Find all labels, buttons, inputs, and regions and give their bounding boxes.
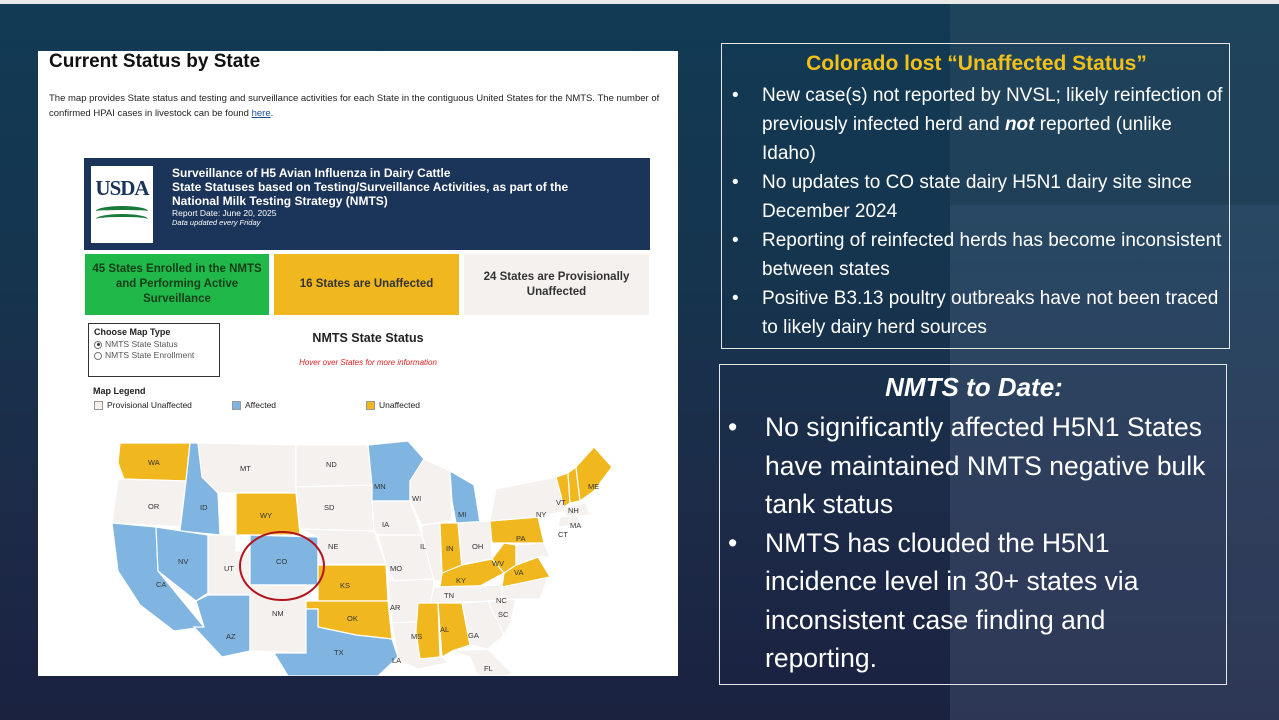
page-title: Current Status by State bbox=[49, 51, 261, 72]
bullet-icon: • bbox=[732, 288, 739, 309]
label-tn: TN bbox=[444, 591, 454, 600]
usda-banner bbox=[84, 158, 650, 250]
legend-affected: Affected bbox=[232, 400, 276, 410]
map-type-heading: Choose Map Type bbox=[94, 327, 171, 337]
label-mi: MI bbox=[458, 510, 467, 519]
state-ks[interactable] bbox=[318, 565, 388, 601]
label-ca: CA bbox=[156, 580, 167, 589]
bullet-item: • NMTS has clouded the H5N1 incidence level in 30+ states via inconsistent case finding and reporting. bbox=[720, 524, 1228, 678]
label-in: IN bbox=[446, 544, 454, 553]
report-date: Report Date: June 20, 2025 bbox=[172, 208, 277, 218]
banner-line2: State Statuses based on Testing/Surveillance Activities, as part of the bbox=[172, 180, 569, 194]
label-sc: SC bbox=[498, 610, 509, 619]
label-id: ID bbox=[200, 503, 208, 512]
label-ar: AR bbox=[390, 603, 401, 612]
legend-provisional: Provisional Unaffected bbox=[94, 400, 192, 410]
state-ms[interactable] bbox=[416, 603, 440, 659]
nmts-screenshot bbox=[38, 51, 678, 676]
stat-provisional: 24 States are Provisionally Unaffected bbox=[464, 254, 649, 315]
label-ms: MS bbox=[411, 632, 423, 641]
label-al: AL bbox=[440, 625, 450, 634]
label-sd: SD bbox=[324, 503, 335, 512]
label-mt: MT bbox=[240, 464, 251, 473]
label-nc: NC bbox=[496, 596, 507, 605]
label-me: ME bbox=[588, 482, 600, 491]
nmts-to-date-box bbox=[719, 364, 1227, 685]
bullet-icon: • bbox=[732, 230, 739, 251]
description-text: The map provides State status and testing and surveillance activities for each State in the contiguous United States for the NMTS. The number of confirmed HPAI cases in livestock can be found bbox=[49, 93, 660, 119]
label-ne: NE bbox=[328, 542, 339, 551]
label-la: LA bbox=[392, 656, 402, 665]
state-fl[interactable] bbox=[452, 649, 512, 676]
colorado-bullets bbox=[722, 81, 1231, 342]
radio-nmts-enrollment[interactable]: NMTS State Enrollment bbox=[94, 350, 214, 361]
bullet-item: • Reporting of reinfected herds has become inconsistent between states bbox=[722, 226, 1231, 284]
colorado-status-title: Colorado lost “Unaffected Status” bbox=[806, 52, 1147, 75]
label-nh: NH bbox=[568, 506, 579, 515]
state-ny[interactable] bbox=[490, 477, 566, 521]
label-ut: UT bbox=[224, 564, 234, 573]
state-sd[interactable] bbox=[296, 485, 374, 531]
label-vt: VT bbox=[556, 498, 566, 507]
label-ia: IA bbox=[382, 520, 390, 529]
bullet-item: • No updates to CO state dairy H5N1 dairy site since December 2024 bbox=[722, 168, 1231, 226]
label-ga: GA bbox=[468, 631, 479, 640]
label-wa: WA bbox=[148, 458, 160, 467]
legend-unaffected: Unaffected bbox=[366, 400, 420, 410]
nmts-to-date-title: NMTS to Date: bbox=[885, 372, 1063, 402]
label-il: IL bbox=[420, 542, 427, 551]
radio-dot-icon bbox=[94, 352, 102, 360]
radio-nmts-status[interactable]: NMTS State Status bbox=[94, 339, 214, 350]
bullet-icon: • bbox=[728, 527, 738, 558]
banner-line1: Surveillance of H5 Avian Influenza in Dairy Cattle bbox=[172, 166, 451, 180]
label-wy: WY bbox=[260, 511, 273, 520]
label-co: CO bbox=[276, 557, 288, 566]
map-title: NMTS State Status bbox=[312, 331, 424, 345]
label-mo: MO bbox=[390, 564, 403, 573]
page-description bbox=[49, 91, 674, 121]
label-fl: FL bbox=[484, 664, 493, 673]
label-ky: KY bbox=[456, 576, 467, 585]
updated-note: Data updated every Friday bbox=[172, 218, 261, 227]
label-or: OR bbox=[148, 502, 160, 511]
legend-title: Map Legend bbox=[93, 386, 146, 396]
label-nv: NV bbox=[178, 557, 189, 566]
radio-dot-icon bbox=[94, 341, 102, 349]
state-me[interactable] bbox=[576, 447, 612, 501]
colorado-status-box bbox=[721, 43, 1230, 349]
bullet-icon: • bbox=[728, 412, 738, 442]
usda-logo-text: USDA bbox=[95, 176, 149, 200]
usda-logo bbox=[91, 166, 153, 243]
stat-enrolled: 45 States Enrolled in the NMTS and Performing Active Surveillance bbox=[85, 254, 269, 315]
label-nm: NM bbox=[272, 609, 284, 618]
label-ks: KS bbox=[340, 581, 351, 590]
label-ok: OK bbox=[347, 614, 358, 623]
banner-text bbox=[172, 166, 642, 228]
us-map bbox=[38, 431, 678, 676]
banner-line3: National Milk Testing Strategy (NMTS) bbox=[172, 194, 388, 208]
bullet-item: • New case(s) not reported by NVSL; likely reinfection of previously infected herd and not reported (unlike Idaho) bbox=[722, 81, 1231, 168]
label-ct: CT bbox=[558, 530, 568, 539]
label-wi: WI bbox=[412, 494, 422, 503]
bullet-item: • No significantly affected H5N1 States have maintained NMTS negative bulk tank status bbox=[720, 408, 1228, 524]
label-va: VA bbox=[514, 568, 524, 577]
bullet-icon: • bbox=[732, 85, 739, 106]
label-nd: ND bbox=[326, 460, 337, 469]
label-az: AZ bbox=[226, 632, 236, 641]
map-type-selector bbox=[88, 323, 220, 377]
map-hint: Hover over States for more information bbox=[299, 358, 437, 367]
label-ny: NY bbox=[536, 510, 547, 519]
label-wv: WV bbox=[492, 559, 505, 568]
bullet-icon: • bbox=[732, 172, 739, 193]
description-suffix: . bbox=[270, 108, 274, 119]
label-pa: PA bbox=[516, 534, 526, 543]
here-link[interactable]: here bbox=[251, 108, 271, 119]
label-mn: MN bbox=[374, 482, 386, 491]
stat-unaffected: 16 States are Unaffected bbox=[274, 254, 459, 315]
nmts-bullets bbox=[720, 408, 1228, 678]
label-ma: MA bbox=[570, 521, 582, 530]
label-oh: OH bbox=[472, 542, 484, 551]
label-tx: TX bbox=[334, 648, 344, 657]
bullet-item: • Positive B3.13 poultry outbreaks have not been traced to likely dairy herd sources bbox=[722, 284, 1231, 342]
